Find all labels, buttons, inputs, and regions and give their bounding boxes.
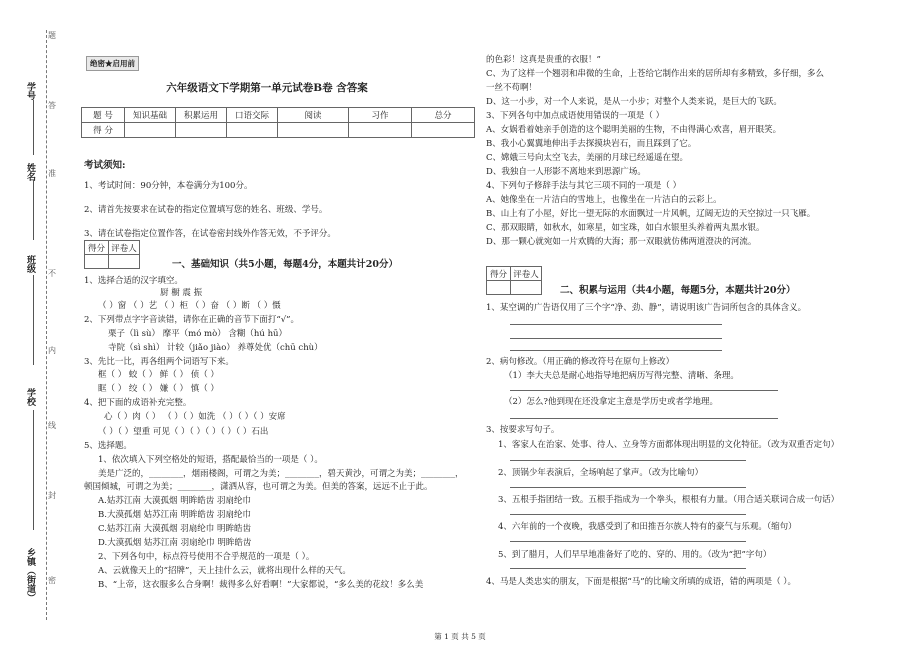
question-line: 厨 橱 震 振 <box>160 288 203 298</box>
option-line: C、为了这样一个翘羽和串微的生命，上苍给它制作出来的居所却有多精致，多仔细，多么 <box>486 69 825 79</box>
answer-line[interactable] <box>510 460 746 461</box>
page-number: 第 1 页 共 5 页 <box>434 632 486 641</box>
option-line: D、这一小步，对一个人来说，是从一小步；对整个人类来说，是巨大的飞跃。 <box>486 97 782 107</box>
notice-item: 3、请在试卷指定位置作答，在试卷密封线外作答无效，不予评分。 <box>84 229 336 239</box>
sub-question: （1）李大夫总是耐心地指导地把病历写得完整、清晰、条理。 <box>504 371 739 381</box>
answer-line[interactable] <box>510 541 746 542</box>
answer-line[interactable] <box>510 487 746 488</box>
question-line: 框（ ） 蛟（ ） 鲜（ ） 侦（ ） <box>98 370 219 380</box>
option-line: B、山上有了小屋，好比一望无际的水面飘过一片风帆，辽阔无边的天空掠过一只飞雁。 <box>486 209 816 219</box>
score-cell[interactable] <box>278 123 349 138</box>
option-line: A.姑苏江南 大漠孤烟 明眸皓齿 羽扇纶巾 <box>98 496 251 506</box>
margin-glyph: 不 <box>48 269 56 278</box>
question-line: 2、下列各句中，标点符号使用不合乎规范的一项是（ ）。 <box>98 552 315 562</box>
question-line: 3、按要求写句子。 <box>486 425 560 435</box>
score-header-cell: 知识基础 <box>125 108 176 123</box>
answer-line[interactable] <box>510 514 746 515</box>
score-header-cell: 习作 <box>349 108 412 123</box>
sub-question: 1、客家人在治家、处事、待人、立身等方面都体现出明显的文化特征。（改为双重否定句） <box>498 440 840 450</box>
answer-line[interactable] <box>510 350 722 351</box>
question-line: 4、把下面的成语补充完整。 <box>84 398 192 408</box>
sub-question: 3、五根手指团结一致。五根手指成为一个拳头，根根有力量。（用合适关联词合成一句话） <box>498 495 840 505</box>
question-line: 的色彩！这真是贵重的衣服！” <box>486 55 601 65</box>
question-line: 眶（ ） 绞（ ） 嫌（ ） 慎（ ） <box>98 384 219 394</box>
option-line: A、女娲看着她亲手创造的这个聪明美丽的生物，不由得满心欢喜，眉开眼笑。 <box>486 125 782 135</box>
question-line: 4、马是人类忠实的朋友，下面是根据“马”的比喻文所填的成语，错的两项是（ ）。 <box>486 577 797 587</box>
notice-item: 2、请首先按要求在试卷的指定位置填写您的姓名、班级、学号。 <box>84 205 328 215</box>
question-line: 2、下列带点字字音读错，请你在正确的音节下面打“√”。 <box>84 315 300 325</box>
confidential-tag: 绝密★启用前 <box>86 56 139 71</box>
sub-question: 2、顶锅少年表演后，全场响起了掌声。（改为比喻句） <box>498 468 704 478</box>
scorer-grader-label: 评卷人 <box>511 267 542 281</box>
question-line: 寺院（sì shì） 计较（jiǎo jiào） 养尊处优（chū chù） <box>108 343 323 353</box>
scorer-score-cell[interactable] <box>85 255 109 269</box>
margin-glyph: 线 <box>48 421 56 430</box>
question-line: 栗子（lì sù） 摩平（mó mò） 含糊（hú hū） <box>108 329 288 339</box>
option-line: B、我小心翼翼地伸出手去探摸块岩石，而且踩到了它。 <box>486 139 697 149</box>
score-header-cell: 积累运用 <box>176 108 227 123</box>
question-line: （ ）窗 （ ）艺 （ ）柜 （ ）奋 （ ）断 （ ）慑 <box>98 301 281 311</box>
option-line: C、嫦娥三号向太空飞去，美丽的月球已经遥遥在望。 <box>486 153 689 163</box>
option-line: 一丝不苟啊！ <box>486 83 538 93</box>
question-line: 美是广泛的，________，烟雨楼阁，可谓之为美；________，碧天黄沙，可谓之为美；________， <box>98 469 464 479</box>
margin-glyph: 题 <box>48 31 56 40</box>
sub-question: 4、六年前的一个夜晚，我感受到了和田推吾尔族人特有的豪气与乐观。（缩句） <box>498 522 797 532</box>
fill-line <box>33 180 34 240</box>
question-line: 5、选择题。 <box>84 441 132 451</box>
margin-glyph: 密 <box>48 576 56 585</box>
question-line: （ ）（ ）望重 可见（ ）（ ）（ ）（ ）（ ）石出 <box>98 427 269 437</box>
class-label: 班级 <box>25 255 35 273</box>
question-line: 3、先比一比，再各组两个词语写下来。 <box>84 357 234 367</box>
option-line: B、“上帝，这衣服多么合身啊！裁得多么好看啊！”大家都说，“多么美的花纹！多么美 <box>98 580 424 590</box>
question-line: 3、下列各句中加点成语使用错误的一项是（ ） <box>486 111 665 121</box>
scorer-score-label: 得分 <box>85 241 109 255</box>
score-header-cell: 阅读 <box>278 108 349 123</box>
question-line: 1、选择合适的汉字填空。 <box>84 276 183 286</box>
scorer-box <box>84 240 140 269</box>
score-table <box>81 107 475 138</box>
score-cell[interactable] <box>412 123 475 138</box>
option-line: B.大漠孤烟 姑苏江南 明眸皓齿 羽扇纶巾 <box>98 510 252 520</box>
answer-line[interactable] <box>510 338 722 339</box>
scorer-box <box>486 266 542 295</box>
page-title: 六年级语文下学期第一单元试卷B卷 含答案 <box>166 82 368 94</box>
score-cell[interactable] <box>227 123 278 138</box>
name-label: 姓名 <box>25 163 35 181</box>
margin-glyph: 内 <box>48 346 56 355</box>
answer-line[interactable] <box>510 390 778 391</box>
sub-question: 5、到了腊月，人们早早地准备好了吃的、穿的、用的。（改为“把”字句） <box>498 550 772 560</box>
fill-line <box>33 275 34 365</box>
answer-line[interactable] <box>510 324 722 325</box>
question-line: 4、下列句子修辞手法与其它三项不同的一项是（ ） <box>486 181 682 191</box>
question-line: 1、某空调的广告语仅用了三个字“净、劲、静”，请说明该广告词所包含的具体含义。 <box>486 303 807 313</box>
notice-item: 1、考试时间：90分钟，本卷满分为100分。 <box>84 181 253 191</box>
score-header-cell: 口语交际 <box>227 108 278 123</box>
question-line: 心（ ）肉（ ） （ ）（ ）如洗 （ ）（ ）（ ）安席 <box>104 412 286 422</box>
section1-heading: 一、基础知识（共5小题，每题4分，本题共计20分） <box>172 259 398 270</box>
notice-heading: 考试须知: <box>84 160 126 171</box>
option-line: C.姑苏江南 大漠孤烟 羽扇纶巾 明眸皓齿 <box>98 524 252 534</box>
option-line: A、云就像天上的“招牌”，天上挂什么云，就将出现什么样的天气。 <box>98 566 351 576</box>
scorer-score-cell[interactable] <box>487 281 511 295</box>
option-line: A、她像坐在一片洁白的雪地上，也像坐在一片洁白的云彩上。 <box>486 195 722 205</box>
binding-line <box>46 30 47 620</box>
answer-line[interactable] <box>510 418 778 419</box>
fill-line <box>33 410 34 530</box>
option-line: D、那一颗心就宛如一片欢腾的大海；那一双眼就仿佛两道澄决的河流。 <box>486 237 757 247</box>
score-header-cell: 总分 <box>412 108 475 123</box>
section2-heading: 二、积累与运用（共4小题，每题5分，本题共计20分） <box>560 285 796 296</box>
margin-glyph: 答 <box>48 101 56 110</box>
option-line: D.大漠孤烟 姑苏江南 羽扇纶巾 明眸皓齿 <box>98 538 252 548</box>
scorer-score-label: 得分 <box>487 267 511 281</box>
option-line: C、那双眼睛，如秋水，如寒星，如宝珠，如白水银里头养着两丸黑水银。 <box>486 223 765 233</box>
score-cell[interactable] <box>125 123 176 138</box>
fill-line <box>33 100 34 155</box>
question-line: 1、依次填入下列空格处的短语，搭配最恰当的一项是（ ）。 <box>98 455 323 465</box>
scorer-grader-cell[interactable] <box>511 281 542 295</box>
answer-line[interactable] <box>510 568 746 569</box>
option-line: D、我独自一人形影不离地来到思源广场。 <box>486 167 646 177</box>
score-row-label: 得 分 <box>82 123 125 138</box>
scorer-grader-cell[interactable] <box>109 255 140 269</box>
student-id-label: 学号 <box>25 82 35 100</box>
scorer-grader-label: 评卷人 <box>109 241 140 255</box>
margin-glyph: 准 <box>48 169 56 178</box>
question-line: 2、病句修改。（用正确的修改符号在原句上修改） <box>486 357 675 367</box>
township-label: 乡镇（街道） <box>25 548 35 602</box>
sub-question: （2）怎么?他到现在还没拿定主意是学历史或者学地理。 <box>504 397 718 407</box>
score-header-cell: 题 号 <box>82 108 125 123</box>
school-label: 学校 <box>25 388 35 406</box>
question-line: 顿国倾城，可谓之为美；________，潇洒从容，也可谓之为美。但美的答案，远远不止于此。 <box>84 482 433 492</box>
score-cell[interactable] <box>349 123 412 138</box>
score-cell[interactable] <box>176 123 227 138</box>
margin-glyph: 封 <box>48 491 56 500</box>
